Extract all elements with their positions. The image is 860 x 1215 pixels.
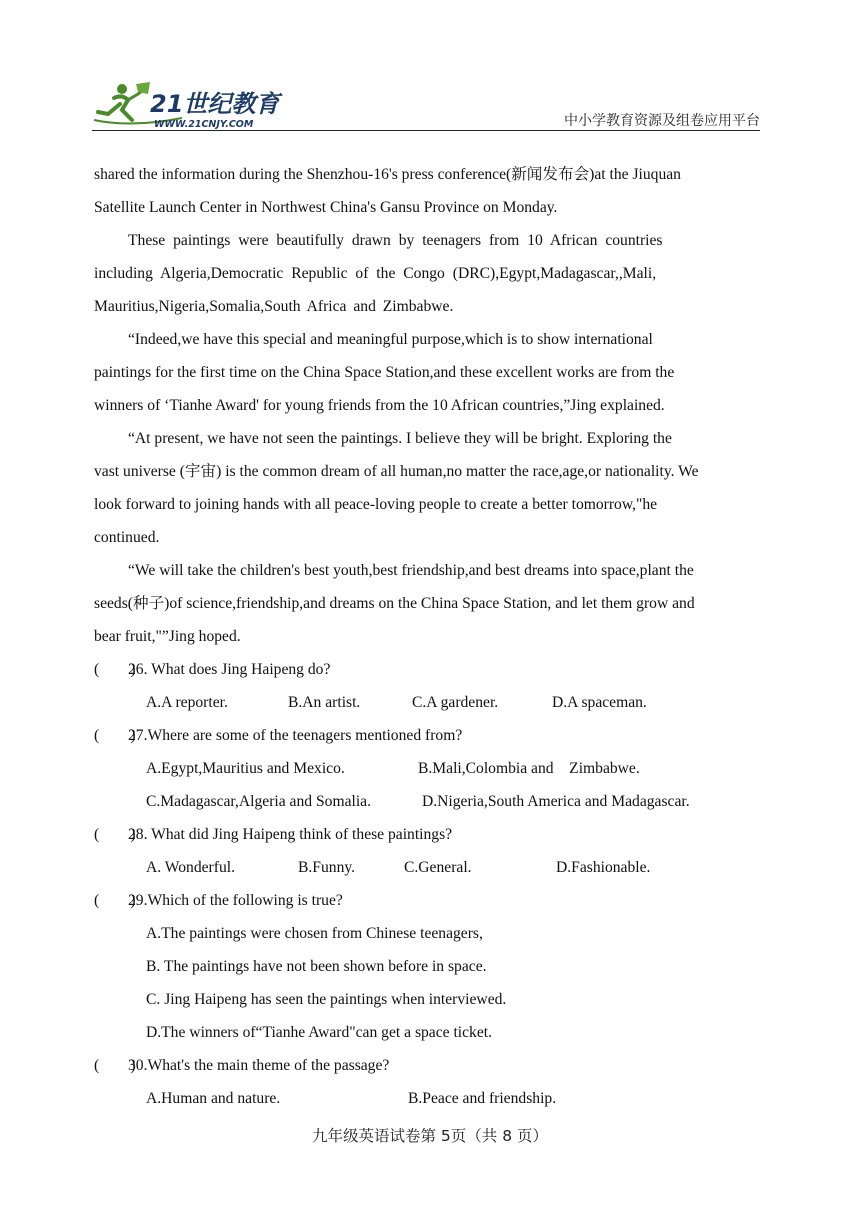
header-divider <box>92 130 760 131</box>
question-26 <box>94 653 766 686</box>
question-text: 27.Where are some of the teenagers mentioned from? <box>128 727 463 744</box>
option-b[interactable]: B.Funny. <box>298 859 356 876</box>
text-line: These paintings were beautifully drawn by teenagers from 10 African countries <box>128 232 663 249</box>
page-content <box>94 158 766 1115</box>
option-a[interactable]: A.Human and nature. <box>146 1090 281 1107</box>
option-b[interactable]: B.An artist. <box>288 694 361 711</box>
question-29 <box>94 884 766 917</box>
answer-blank[interactable]: ( ) <box>94 1057 136 1074</box>
option-a[interactable]: A.The paintings were chosen from Chinese teenagers, <box>146 925 483 942</box>
option-d[interactable]: D.A spaceman. <box>552 694 647 711</box>
logo-main-text: 21世纪教育 <box>150 90 280 118</box>
passage-paragraph-4 <box>94 422 766 554</box>
passage-paragraph-1 <box>94 158 766 224</box>
option-c[interactable]: C.Madagascar,Algeria and Somalia. <box>146 793 371 810</box>
page-header <box>92 78 760 132</box>
logo-url-text: WWW.21CNJY.COM <box>154 119 254 130</box>
text-line: vast universe (宇宙) is the common dream of all human,no matter the race,age,or nationality. We <box>94 463 699 480</box>
option-a[interactable]: A. Wonderful. <box>146 859 235 876</box>
answer-blank[interactable]: ( ) <box>94 727 136 744</box>
question-text: 26. What does Jing Haipeng do? <box>128 661 331 678</box>
logo <box>92 80 292 130</box>
option-b[interactable]: B.Peace and friendship. <box>408 1090 557 1107</box>
answer-blank[interactable]: ( ) <box>94 826 136 843</box>
option-d[interactable]: D.The winners of“Tianhe Award"can get a space ticket. <box>146 1024 493 1041</box>
text-line: Satellite Launch Center in Northwest China's Gansu Province on Monday. <box>94 199 558 216</box>
question-text: 28. What did Jing Haipeng think of these paintings? <box>128 826 453 843</box>
option-b[interactable]: B.Mali,Colombia and Zimbabwe. <box>418 760 640 777</box>
text-line: winners of ‘Tianhe Award' for young friends from the 10 African countries,”Jing explained. <box>94 397 665 414</box>
option-c[interactable]: C. Jing Haipeng has seen the paintings when interviewed. <box>146 991 507 1008</box>
passage-paragraph-3 <box>94 323 766 422</box>
text-line: “At present, we have not seen the paintings. I believe they will be bright. Exploring the <box>128 430 672 447</box>
text-line: seeds(种子)of science,friendship,and dreams on the China Space Station, and let them grow and <box>94 595 695 612</box>
header-platform-text: 中小学教育资源及组卷应用平台 <box>564 113 760 129</box>
page-footer: 九年级英语试卷第 5页（共 8 页） <box>311 1127 548 1145</box>
question-text: 30.What's the main theme of the passage? <box>128 1057 390 1074</box>
question-28 <box>94 818 766 851</box>
text-line: “Indeed,we have this special and meaningful purpose,which is to show international <box>128 331 653 348</box>
option-a[interactable]: A.Egypt,Mauritius and Mexico. <box>146 760 345 777</box>
text-line: bear fruit,"”Jing hoped. <box>94 628 241 645</box>
options-row <box>94 851 766 884</box>
answer-blank[interactable]: ( ) <box>94 892 136 909</box>
options-row <box>94 752 766 785</box>
text-line: “We will take the children's best youth,best friendship,and best dreams into space,plant the <box>128 562 694 579</box>
option-b[interactable]: B. The paintings have not been shown before in space. <box>146 958 487 975</box>
question-text: 29.Which of the following is true? <box>128 892 343 909</box>
option-c[interactable]: C.General. <box>404 859 472 876</box>
option-a[interactable]: A.A reporter. <box>146 694 228 711</box>
option-d[interactable]: D.Fashionable. <box>556 859 651 876</box>
option-d[interactable]: D.Nigeria,South America and Madagascar. <box>422 793 690 810</box>
option-c[interactable]: C.A gardener. <box>412 694 499 711</box>
options-row <box>94 686 766 719</box>
text-line: paintings for the first time on the China Space Station,and these excellent works are from the <box>94 364 675 381</box>
options-row <box>94 1082 766 1115</box>
text-line: look forward to joining hands with all peace-loving people to create a better tomorrow,"he <box>94 496 658 513</box>
options-row <box>94 785 766 818</box>
text-line: continued. <box>94 529 160 546</box>
text-line: including Algeria,Democratic Republic of the Congo (DRC),Egypt,Madagascar,,Mali, <box>94 265 657 282</box>
passage-paragraph-5 <box>94 554 766 653</box>
question-30 <box>94 1049 766 1082</box>
question-27 <box>94 719 766 752</box>
answer-blank[interactable]: ( ) <box>94 661 136 678</box>
text-line: shared the information during the Shenzhou-16's press conference(新闻发布会)at the Jiuquan <box>94 166 681 183</box>
passage-paragraph-2 <box>94 224 766 323</box>
text-line: Mauritius,Nigeria,Somalia,South Africa and Zimbabwe. <box>94 298 454 315</box>
